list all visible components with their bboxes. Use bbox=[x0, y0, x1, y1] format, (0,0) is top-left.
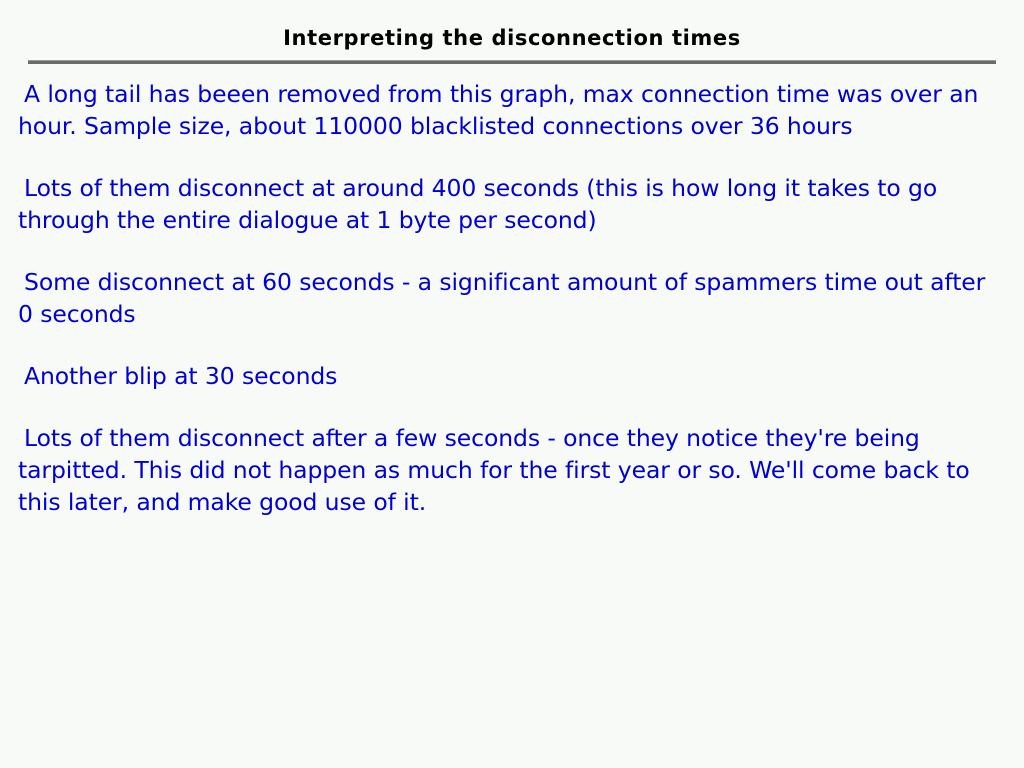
body-paragraph: Another blip at 30 seconds bbox=[24, 362, 338, 390]
slide-body bbox=[0, 64, 1024, 518]
body-paragraph: Lots of them disconnect after a few seconds - once they notice they're being tarpitted. This did not happen as much for the first year or so. We'll come back to this later, and make good use of it. bbox=[18, 424, 970, 516]
body-paragraph: Some disconnect at 60 seconds - a significant amount of spammers time out after 0 seconds bbox=[18, 268, 986, 328]
page-title: Interpreting the disconnection times bbox=[283, 26, 741, 50]
body-paragraph: Lots of them disconnect at around 400 seconds (this is how long it takes to go through the entire dialogue at 1 byte per second) bbox=[18, 174, 938, 234]
body-paragraph: A long tail has beeen removed from this graph, max connection time was over an hour. Sample size, about 110000 blacklisted connections over 36 hours bbox=[18, 80, 979, 140]
